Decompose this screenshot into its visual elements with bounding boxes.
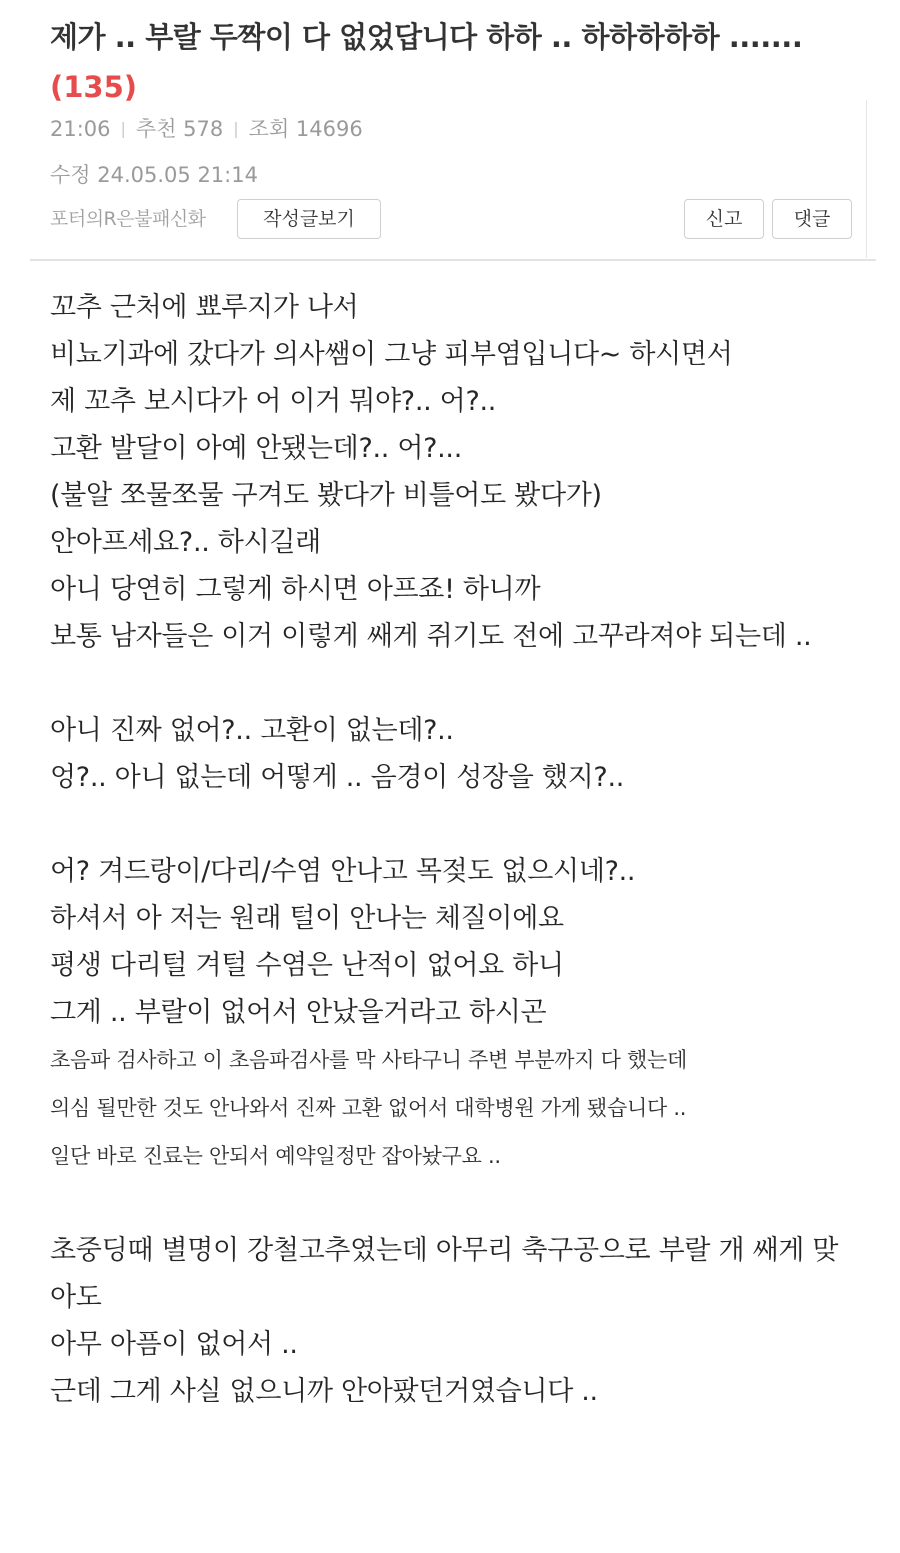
comment-count[interactable]: (135) [50,70,138,104]
blank-line [50,660,860,707]
body-line: 안아프세요?.. 하시길래 [50,527,321,558]
report-button[interactable]: 신고 [684,199,764,239]
post-body [50,284,860,1415]
body-line: 고환 발달이 아예 안됐는데?.. 어?... [50,433,462,464]
view-posts-button[interactable]: 작성글보기 [237,199,381,239]
post-meta [50,114,363,146]
body-line: (불알 쪼물쪼물 구겨도 봤다가 비틀어도 봤다가) [50,480,602,511]
body-line-small: 의심 될만한 것도 안나와서 진짜 고환 없어서 대학병원 가게 됐습니다 .. [50,1096,687,1120]
body-line: 엉?.. 아니 없는데 어떻게 .. 음경이 성장을 했지?.. [50,762,625,793]
blank-line [50,801,860,848]
body-line: 제 꼬추 보시다가 어 이거 뭐야?.. 어?.. [50,386,497,417]
body-line: 아니 당연히 그렇게 하시면 아프죠! 하니까 [50,574,541,605]
body-line: 그게 .. 부랄이 없어서 안났을거라고 하시곤 [50,997,547,1028]
post-title: 제가 .. 부랄 두짝이 다 없었답니다 하하 .. 하하하하하 ....... [50,20,803,54]
body-line: 초중딩때 별명이 강철고추였는데 아무리 축구공으로 부랄 개 쌔게 맞아도 [50,1235,839,1313]
body-line: 꼬추 근처에 뾰루지가 나서 [50,292,359,323]
body-line: 어? 겨드랑이/다리/수염 안나고 목젖도 없으시네?.. [50,856,636,887]
edited-time: 수정 24.05.05 21:14 [50,163,258,187]
author-name[interactable]: 포터의R은불패신화 [50,208,206,230]
body-line: 비뇨기과에 갔다가 의사쌤이 그냥 피부염입니다~ 하시면서 [50,339,733,370]
meta-separator: | [233,119,239,138]
body-line: 보통 남자들은 이거 이렇게 쌔게 쥐기도 전에 고꾸라져야 되는데 .. [50,621,812,652]
header-edge-line [866,100,867,258]
header-divider [30,259,876,261]
body-line: 평생 다리털 겨털 수염은 난적이 없어요 하니 [50,950,564,981]
body-line: 근데 그게 사실 없으니까 안아팠던거였습니다 .. [50,1376,598,1407]
post-time: 21:06 [50,117,111,141]
body-line: 아니 진짜 없어?.. 고환이 없는데?.. [50,715,454,746]
body-line-small: 초음파 검사하고 이 초음파검사를 막 사타구니 주변 부분까지 다 했는데 [50,1048,687,1072]
blank-line [50,1180,860,1227]
comment-button[interactable]: 댓글 [772,199,852,239]
meta-separator: | [120,119,126,138]
body-line: 아무 아픔이 없어서 .. [50,1329,298,1360]
post-header [0,0,900,262]
view-count: 조회 14696 [248,117,363,141]
body-line-small: 일단 바로 진료는 안되서 예약일정만 잡아놨구요 .. [50,1144,501,1168]
body-line: 하셔서 아 저는 원래 털이 안나는 체질이에요 [50,903,564,934]
recommend-count: 추천 578 [135,117,224,141]
